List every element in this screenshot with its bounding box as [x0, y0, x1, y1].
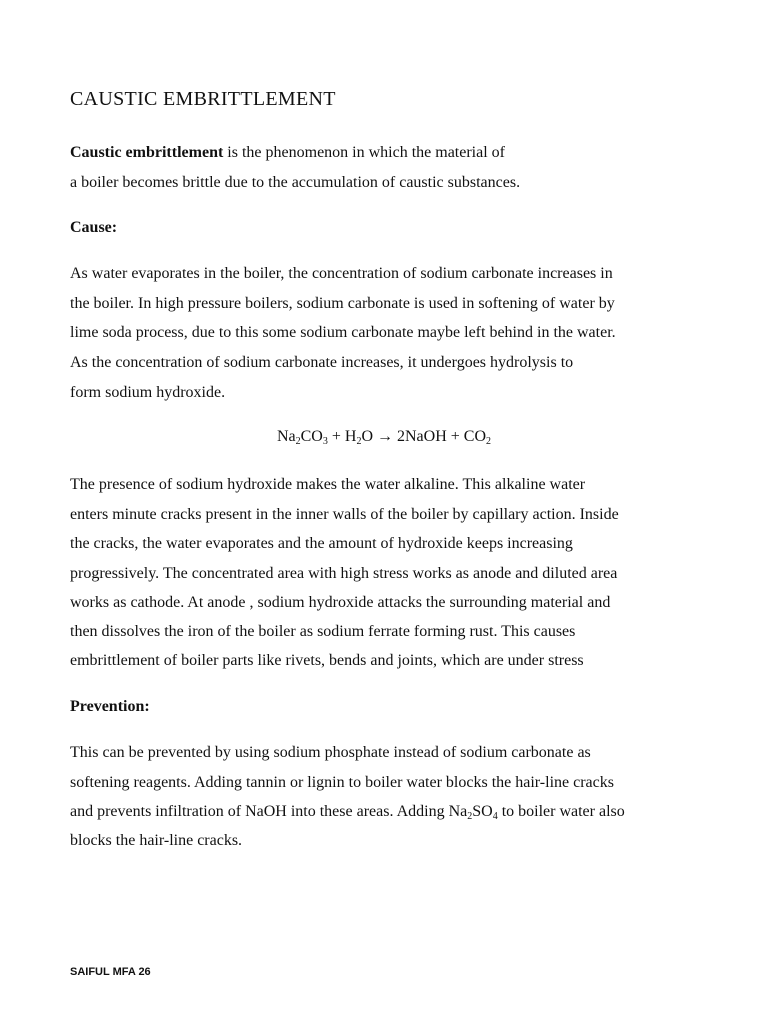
eq-part: + H [327, 428, 357, 445]
cause-line: As the concentration of sodium carbonate increases, it undergoes hydrolysis to [70, 354, 574, 371]
cause-heading: Cause: [70, 219, 118, 236]
formula-subscript: 2 [467, 811, 473, 822]
page-footer: SAIFUL MFA 26 [70, 966, 151, 978]
cause-line: the boiler. In high pressure boilers, sodium carbonate is used in softening of water by [70, 295, 615, 312]
chemical-equation [0, 428, 768, 447]
cause-line: lime soda process, due to this some sodium carbonate maybe left behind in the water. [70, 324, 616, 341]
effect-line: progressively. The concentrated area with high stress works as anode and diluted area [70, 565, 618, 582]
formula-subscript: 4 [492, 811, 498, 822]
prevention-line: softening reagents. Adding tannin or lignin to boiler water blocks the hair-line cracks [70, 774, 614, 791]
intro-term: Caustic embrittlement [70, 144, 224, 161]
cause-line: As water evaporates in the boiler, the concentration of sodium carbonate increases in [70, 265, 613, 282]
prevention-line-3 [70, 803, 625, 822]
effect-line: the cracks, the water evaporates and the amount of hydroxide keeps increasing [70, 535, 573, 552]
prevention-heading: Prevention: [70, 698, 150, 715]
effect-line: then dissolves the iron of the boiler as sodium ferrate forming rust. This causes [70, 623, 576, 640]
eq-part: O → 2NaOH + CO [361, 428, 487, 445]
cause-line: form sodium hydroxide. [70, 384, 226, 401]
eq-part: CO [300, 428, 323, 445]
effect-line: The presence of sodium hydroxide makes the water alkaline. This alkaline water [70, 476, 586, 493]
prevention-line: blocks the hair-line cracks. [70, 832, 243, 849]
effect-line: enters minute cracks present in the inner walls of the boiler by capillary action. Inside [70, 506, 619, 523]
eq-subscript: 2 [356, 436, 362, 447]
prevention-text: SO [472, 803, 493, 820]
eq-subscript: 2 [295, 436, 301, 447]
eq-subscript: 2 [486, 436, 492, 447]
page-title: CAUSTIC EMBRITTLEMENT [70, 88, 336, 110]
prevention-text: and prevents infiltration of NaOH into these areas. Adding Na [70, 803, 468, 820]
prevention-text: to boiler water also [497, 803, 625, 820]
eq-subscript: 3 [322, 436, 328, 447]
effect-line: works as cathode. At anode , sodium hydroxide attacks the surrounding material and [70, 594, 611, 611]
intro-line-1-rest: is the phenomenon in which the material of [223, 144, 505, 161]
effect-line: embrittlement of boiler parts like rivets, bends and joints, which are under stress [70, 652, 584, 669]
intro-line-1 [70, 144, 505, 162]
prevention-line: This can be prevented by using sodium phosphate instead of sodium carbonate as [70, 744, 591, 761]
intro-line-2: a boiler becomes brittle due to the accumulation of caustic substances. [70, 174, 521, 191]
eq-part: Na [276, 428, 296, 445]
